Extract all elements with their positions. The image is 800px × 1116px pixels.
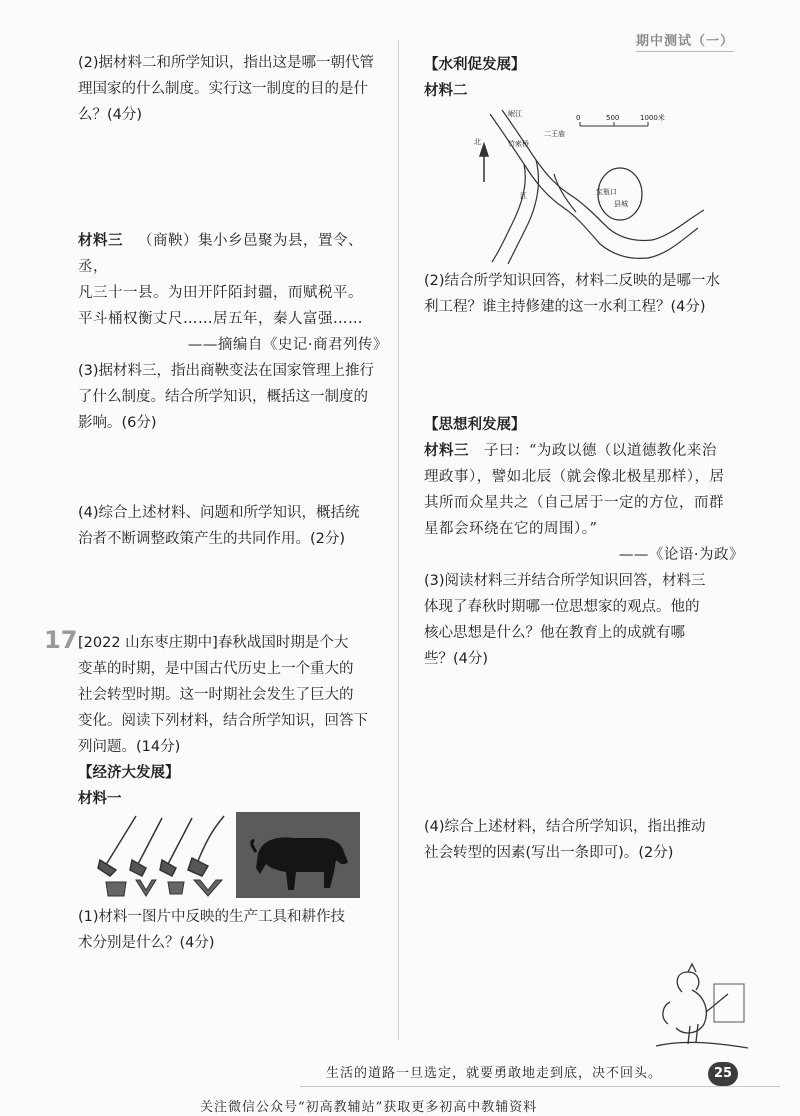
left-material3-label: 材料三 — [78, 232, 123, 249]
left-material3-block — [78, 228, 388, 436]
thought-block — [424, 412, 744, 672]
q17-intro-block — [78, 630, 388, 812]
dujiangyan-map — [468, 104, 718, 266]
right-q2-line-1: (2)结合所学知识回答，材料二反映的是哪一水 — [424, 273, 721, 289]
decorative-bird-cartoon — [652, 962, 752, 1054]
map-scale-0: 0 — [576, 114, 581, 122]
left-q1-line-1: (1)材料一图片中反映的生产工具和耕作技 — [78, 909, 346, 925]
right-q3-line-1: (3)阅读材料三并结合所学知识回答，材料三 — [424, 573, 706, 589]
economy-heading: 【经济大发展】 — [78, 765, 180, 781]
right-material3-line-2: 理政事），譬如北辰（就会像北极星那样），居 — [424, 469, 725, 485]
map-scale-1000: 1000米 — [640, 114, 665, 122]
q17-line-3: 社会转型时期。这一时期社会发生了巨大的 — [78, 687, 354, 703]
map-label-baopingkou: 宝瓶口 — [596, 188, 617, 196]
footer-rule — [300, 1086, 780, 1087]
left-q2-line-2: 理国家的什么制度。实行这一制度的目的是什 — [78, 81, 368, 97]
water-heading: 【水利促发展】 — [424, 57, 526, 73]
right-q4-line-1: (4)综合上述材料，结合所学知识，指出推动 — [424, 819, 706, 835]
right-material3-line-4: 星都会环绕在它的周围）。” — [424, 521, 598, 537]
right-q3-line-3: 核心思想是什么？他在教育上的成就有哪 — [424, 625, 685, 641]
footer-motto: 生活的道路一旦选定，就要勇敢地走到底，决不回头。 — [326, 1066, 663, 1081]
map-label-county: 县城 — [614, 200, 628, 208]
left-q4-block — [78, 500, 388, 552]
left-q1-block — [78, 904, 388, 956]
page-header-title: 期中测试（一） — [636, 30, 734, 52]
left-material3-source: ——摘编自《史记·商君列传》 — [187, 337, 388, 353]
right-material3-label: 材料三 — [424, 442, 469, 459]
left-q4-line-2: 治者不断调整政策产生的共同作用。(2分) — [78, 531, 346, 547]
right-material2-label: 材料二 — [424, 83, 468, 99]
left-q2-block — [78, 50, 388, 128]
left-q3-line-1: (3)据材料三，指出商鞅变法在国家管理上推行 — [78, 363, 375, 379]
question-17-number: 17 — [44, 626, 78, 654]
map-label-minjiang: 岷江 — [508, 110, 522, 118]
left-material3-line-1: （商鞅）集小乡邑聚为县，置令、丞， — [78, 233, 363, 275]
q17-line-1: [2022 山东枣庄期中]春秋战国时期是个大 — [78, 635, 349, 651]
column-divider — [398, 40, 399, 1040]
right-q3-line-2: 体现了春秋时期哪一位思想家的观点。他的 — [424, 599, 700, 615]
thought-heading: 【思想利发展】 — [424, 417, 526, 433]
left-q3-line-2: 了什么制度。结合所学知识，概括这一制度的 — [78, 389, 368, 405]
right-material3-line-1: 子曰：“为政以德（以道德教化来治 — [484, 443, 717, 459]
left-q3-line-3: 影响。(6分) — [78, 415, 157, 431]
map-label-zhusuoqiao: 竹索桥 — [508, 140, 529, 148]
right-q3-line-4: 些？(4分) — [424, 651, 489, 667]
iron-tools-illustration — [96, 810, 236, 900]
map-scale-500: 500 — [606, 114, 620, 122]
map-label-jiang: 江 — [520, 192, 527, 200]
right-q2-line-2: 利工程？谁主持修建的这一水利工程？(4分) — [424, 299, 706, 315]
ox-bronze-photo — [236, 812, 360, 898]
right-material3-line-3: 其所而众星共之（自己居于一定的方位，而群 — [424, 495, 724, 511]
q17-line-5: 列问题。(14分) — [78, 739, 181, 755]
left-material3-line-3: 平斗桶权衡丈尺……居五年，秦人富强…… — [78, 311, 363, 327]
left-material1-label: 材料一 — [78, 791, 122, 807]
left-material3-line-2: 凡三十一县。为田开阡陌封疆，而赋税平。 — [78, 285, 363, 301]
q17-line-2: 变革的时期，是中国古代历史上一个重大的 — [78, 661, 354, 677]
left-q2-line-1: (2)据材料二和所学知识，指出这是哪一朝代管 — [78, 55, 375, 71]
map-label-north: 北 — [474, 138, 481, 146]
right-q2-block — [424, 268, 744, 320]
left-q1-line-2: 术分别是什么？(4分) — [78, 935, 215, 951]
footer-note: 关注微信公众号“初高教辅站”获取更多初高中教辅资料 — [200, 1100, 538, 1115]
page-number-badge: 25 — [708, 1062, 738, 1086]
right-q4-block — [424, 814, 744, 866]
water-heading-block — [424, 52, 744, 104]
right-material3-source: ——《论语·为政》 — [618, 547, 744, 563]
left-q4-line-1: (4)综合上述材料、问题和所学知识，概括统 — [78, 505, 360, 521]
right-q4-line-2: 社会转型的因素(写出一条即可)。(2分) — [424, 845, 674, 861]
left-q2-line-3: 么？(4分) — [78, 107, 143, 123]
map-label-erwangmiao: 二王庙 — [544, 130, 565, 138]
q17-line-4: 变化。阅读下列材料，结合所学知识，回答下 — [78, 713, 368, 729]
